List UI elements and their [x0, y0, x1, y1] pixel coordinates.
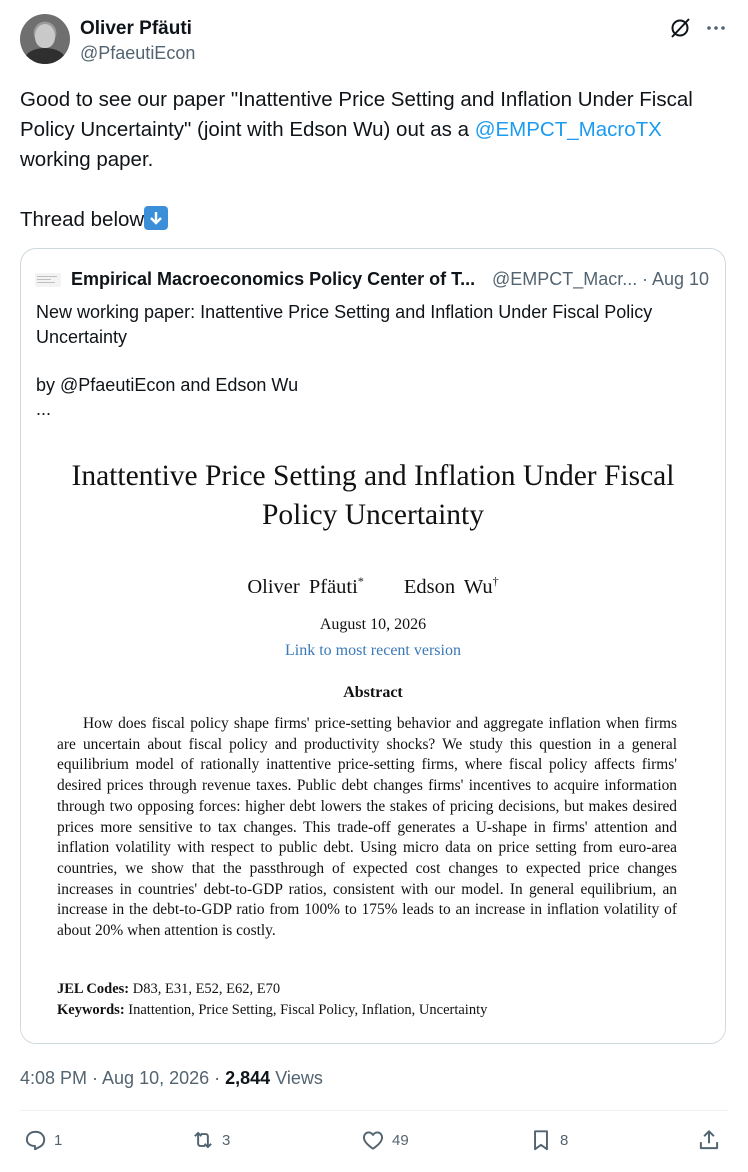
bookmark-count: 8	[560, 1131, 569, 1149]
jel-label: JEL Codes:	[57, 981, 130, 997]
author-handle[interactable]: @PfaeutiEcon	[80, 43, 196, 63]
quoted-tweet[interactable]	[20, 248, 726, 1044]
author-name[interactable]: Oliver Pfäuti	[80, 18, 192, 39]
thread-label: Thread below	[20, 208, 145, 231]
like-icon	[360, 1127, 386, 1153]
tweet-header	[20, 14, 728, 70]
jel-values: D83, E31, E52, E62, E70	[132, 981, 281, 997]
quoted-byline: by @PfaeutiEcon and Edson Wu	[36, 375, 299, 395]
reply-button[interactable]	[22, 1125, 62, 1155]
paper-title	[21, 457, 725, 535]
paper-image[interactable]	[21, 427, 725, 1043]
keywords	[57, 1002, 487, 1019]
paper-author-2-mark: †	[492, 574, 499, 588]
divider	[20, 1110, 728, 1111]
share-button[interactable]	[696, 1125, 722, 1155]
like-count: 49	[392, 1131, 409, 1149]
like-button[interactable]	[360, 1125, 409, 1155]
reply-count: 1	[54, 1131, 63, 1149]
tweet-meta	[20, 1068, 323, 1089]
share-icon	[696, 1127, 722, 1153]
paper-title-line1: Inattentive Price Setting and Inflation Under Fiscal	[71, 460, 675, 492]
avatar[interactable]	[20, 14, 70, 64]
tweet-text-tail: working paper.	[20, 148, 154, 171]
tweet-timestamp[interactable]: 4:08 PM · Aug 10, 2026 ·	[20, 1068, 226, 1088]
views-count: 2,844	[225, 1068, 271, 1088]
tweet-text	[20, 85, 725, 235]
paper-author-1-mark: *	[357, 574, 364, 588]
grok-icon[interactable]	[668, 16, 692, 40]
jel-codes	[57, 981, 280, 998]
repost-button[interactable]	[190, 1125, 230, 1155]
paper-date: August 10, 2026	[319, 616, 427, 633]
bookmark-button[interactable]	[528, 1125, 568, 1155]
reply-icon	[22, 1127, 48, 1153]
views-label: Views	[270, 1068, 323, 1088]
quoted-avatar[interactable]	[35, 273, 61, 287]
paper-author-2: Edson Wu	[403, 575, 493, 598]
quoted-ellipsis: ...	[36, 399, 52, 419]
abstract-heading: Abstract	[343, 684, 403, 701]
repost-icon	[190, 1127, 216, 1153]
action-bar	[20, 1125, 728, 1159]
keywords-values: Inattention, Price Setting, Fiscal Policy, Inflation, Uncertainty	[128, 1002, 488, 1018]
quoted-header	[35, 269, 715, 291]
repost-count: 3	[222, 1131, 231, 1149]
paper-version-link: Link to most recent version	[285, 642, 461, 659]
keywords-label: Keywords:	[57, 1002, 125, 1018]
mention-link[interactable]: @EMPCT_MacroTX	[474, 118, 662, 141]
paper-author-1: Oliver Pfäuti	[247, 575, 358, 598]
quoted-author-name[interactable]: Empirical Macroeconomics Policy Center of T...	[71, 269, 476, 289]
quoted-date[interactable]: · Aug 10	[642, 269, 710, 289]
abstract-text: How does fiscal policy shape firms' price-setting behavior and aggregate inflation when firms are uncertain about fiscal policy and productivity shocks? We study this question in a general equilibrium model of rationally inattentive price-setting firms, where fiscal policy affects firms' desired prices through revenue taxes. Public debt changes firms' incentives to acquire information through two opposing forces: higher debt lowers the stakes of pricing decisions, but makes desired prices more sensitive to tax changes. This trade-off generates a U-shape in firms' attention and inflation volatility with respect to public debt. Using micro data on price setting from euro-area countries, we show that the passthrough of expected cost changes to expected price changes increases in countries' debt-to-GDP ratios, consistent with our model. In general equilibrium, an increase in the debt-to-GDP ratio from 100% to 175% leads to an increase in inflation volatility of about 20% when attention is costly.	[57, 715, 677, 940]
bookmark-icon	[528, 1127, 554, 1153]
paper-authors	[21, 574, 725, 599]
arrow-down-emoji	[144, 206, 168, 230]
quoted-author-handle[interactable]: @EMPCT_Macr...	[492, 269, 638, 289]
tweet-text-body: Good to see our paper "Inattentive Price Setting and Inflation Under Fiscal Policy Uncertainty" (joint with Edson Wu) out as a	[20, 88, 693, 141]
paper-title-line2: Policy Uncertainty	[261, 499, 484, 531]
quoted-text: New working paper: Inattentive Price Setting and Inflation Under Fiscal Policy Uncertainty	[36, 302, 653, 347]
more-icon[interactable]	[704, 16, 728, 40]
